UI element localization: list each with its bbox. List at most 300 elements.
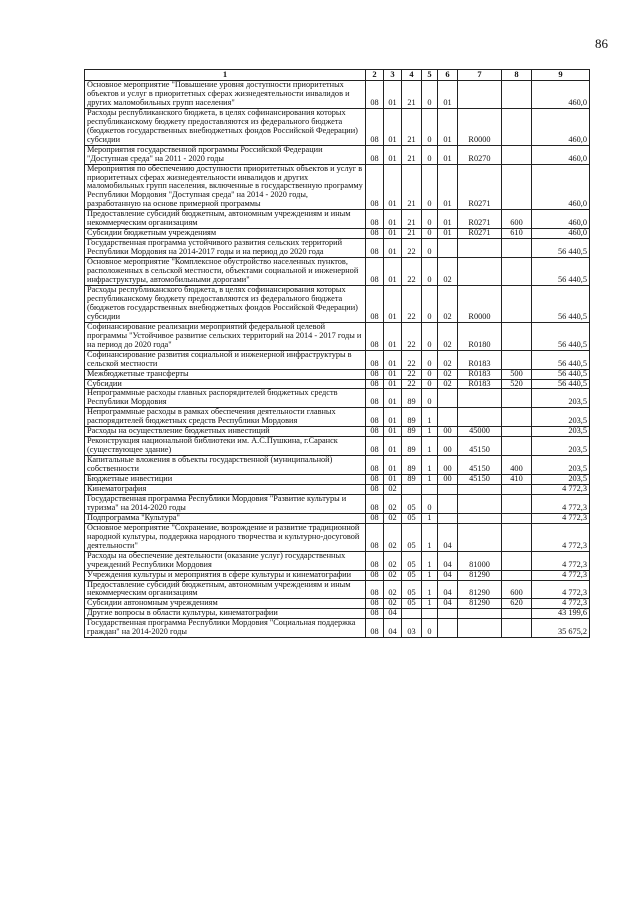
code-cell: 89 (402, 475, 422, 485)
code-cell: 04 (438, 551, 458, 570)
code-cell: 08 (366, 164, 384, 210)
code-cell: 1 (422, 551, 438, 570)
amount-cell: 460,0 (532, 81, 590, 109)
table-row (85, 437, 590, 456)
code-cell (502, 108, 532, 145)
table-body (85, 81, 590, 638)
code-cell: 05 (402, 513, 422, 523)
amount-cell: 56 440,5 (532, 258, 590, 286)
amount-cell: 203,5 (532, 408, 590, 427)
code-cell: 08 (366, 437, 384, 456)
code-cell (458, 523, 502, 551)
amount-cell: 35 675,2 (532, 619, 590, 638)
code-cell: 08 (366, 609, 384, 619)
code-cell: 01 (384, 379, 402, 389)
code-cell: 01 (438, 81, 458, 109)
code-cell (438, 513, 458, 523)
code-cell: 22 (402, 350, 422, 369)
amount-cell: 4 772,3 (532, 551, 590, 570)
code-cell: 05 (402, 580, 422, 599)
code-cell: 01 (384, 369, 402, 379)
item-name-cell: Расходы на обеспечение деятельности (оказание услуг) государственных учреждений Республики Мордовия (85, 551, 366, 570)
code-cell (502, 285, 532, 322)
code-cell (502, 258, 532, 286)
code-cell: 0 (422, 145, 438, 164)
table-row (85, 81, 590, 109)
code-cell: 08 (366, 389, 384, 408)
amount-cell: 56 440,5 (532, 239, 590, 258)
code-cell: 81290 (458, 599, 502, 609)
code-cell: 89 (402, 437, 422, 456)
code-cell: R0271 (458, 229, 502, 239)
code-cell: 02 (384, 551, 402, 570)
code-cell: 08 (366, 619, 384, 638)
item-name-cell: Предоставление субсидий бюджетным, автономным учреждениям и иным некоммерческим организациям (85, 580, 366, 599)
table-row (85, 350, 590, 369)
column-header: 6 (438, 70, 458, 81)
code-cell: 1 (422, 437, 438, 456)
column-header: 8 (502, 70, 532, 81)
code-cell: 01 (384, 437, 402, 456)
code-cell (422, 484, 438, 494)
amount-cell: 460,0 (532, 229, 590, 239)
code-cell: 01 (384, 81, 402, 109)
code-cell (458, 81, 502, 109)
code-cell: 02 (438, 350, 458, 369)
code-cell: 08 (366, 322, 384, 350)
code-cell: 620 (502, 599, 532, 609)
code-cell: 1 (422, 475, 438, 485)
column-header: 2 (366, 70, 384, 81)
code-cell: 08 (366, 379, 384, 389)
code-cell (422, 609, 438, 619)
code-cell: 01 (438, 145, 458, 164)
code-cell: 00 (438, 475, 458, 485)
code-cell: 0 (422, 210, 438, 229)
item-name-cell: Расходы на осуществление бюджетных инвестиций (85, 427, 366, 437)
code-cell (438, 619, 458, 638)
item-name-cell: Государственная программа устойчивого развития сельских территорий Республики Мордовия на 2014-2017 годы и на период до 2020 года (85, 239, 366, 258)
table-row (85, 408, 590, 427)
item-name-cell: Основное мероприятие "Комплексное обустройство населенных пунктов, расположенных в сельской местности, объектами социальной и инженерной инфраструктуры, автомобильными дорогами" (85, 258, 366, 286)
code-cell: 01 (384, 145, 402, 164)
item-name-cell: Основное мероприятие "Повышение уровня доступности приоритетных объектов и услуг в приоритетных сферах жизнедеятельности инвалидов и других маломобильных групп населения" (85, 81, 366, 109)
code-cell: 1 (422, 513, 438, 523)
amount-cell: 460,0 (532, 210, 590, 229)
code-cell: 01 (384, 164, 402, 210)
table-row (85, 619, 590, 638)
code-cell: 04 (438, 523, 458, 551)
budget-table (84, 69, 590, 638)
code-cell: 02 (384, 513, 402, 523)
table-row (85, 580, 590, 599)
code-cell: 89 (402, 427, 422, 437)
code-cell (502, 145, 532, 164)
column-header: 5 (422, 70, 438, 81)
code-cell: 22 (402, 322, 422, 350)
code-cell: 00 (438, 437, 458, 456)
table-row (85, 570, 590, 580)
table-row (85, 389, 590, 408)
code-cell: 89 (402, 389, 422, 408)
table-header-row (85, 70, 590, 81)
code-cell: 02 (438, 258, 458, 286)
code-cell (402, 484, 422, 494)
item-name-cell: Бюджетные инвестиции (85, 475, 366, 485)
table-row (85, 369, 590, 379)
code-cell: 08 (366, 427, 384, 437)
code-cell: 01 (384, 475, 402, 485)
code-cell: 08 (366, 408, 384, 427)
code-cell (458, 389, 502, 408)
code-cell: 45000 (458, 427, 502, 437)
code-cell: 00 (438, 427, 458, 437)
code-cell: 0 (422, 619, 438, 638)
code-cell: R0180 (458, 322, 502, 350)
code-cell (502, 389, 532, 408)
code-cell: 01 (438, 210, 458, 229)
item-name-cell: Мероприятия по обеспечению доступности приоритетных объектов и услуг в приоритетных сферах жизнедеятельности инвалидов и других маломобильных групп населения, включенные в государственную программу Республики Мордовия "Доступная среда" на 2014 - 2020 годы, разработанную на основе примерной программы (85, 164, 366, 210)
code-cell: 08 (366, 523, 384, 551)
code-cell: 21 (402, 145, 422, 164)
code-cell: 22 (402, 258, 422, 286)
code-cell (502, 81, 532, 109)
code-cell: 02 (384, 523, 402, 551)
amount-cell: 460,0 (532, 164, 590, 210)
column-header: 9 (532, 70, 590, 81)
code-cell: 08 (366, 551, 384, 570)
code-cell: 08 (366, 210, 384, 229)
code-cell (458, 484, 502, 494)
item-name-cell: Подпрограмма "Культура" (85, 513, 366, 523)
item-name-cell: Софинансирование реализации мероприятий федеральной целевой программы "Устойчивое развитие сельских территорий на 2014 - 2017 годы и на период до 2020 года" (85, 322, 366, 350)
amount-cell: 4 772,3 (532, 580, 590, 599)
table-row (85, 484, 590, 494)
code-cell: 0 (422, 322, 438, 350)
code-cell (438, 484, 458, 494)
code-cell: 01 (384, 258, 402, 286)
code-cell: 05 (402, 523, 422, 551)
item-name-cell: Непрограммные расходы главных распорядителей бюджетных средств Республики Мордовия (85, 389, 366, 408)
code-cell: 0 (422, 164, 438, 210)
code-cell: 600 (502, 210, 532, 229)
code-cell: 08 (366, 475, 384, 485)
table-row (85, 551, 590, 570)
table-row (85, 108, 590, 145)
column-header: 7 (458, 70, 502, 81)
code-cell: 04 (438, 580, 458, 599)
code-cell: 02 (384, 494, 402, 513)
code-cell: 0 (422, 494, 438, 513)
amount-cell: 56 440,5 (532, 350, 590, 369)
code-cell: 01 (384, 427, 402, 437)
code-cell: 1 (422, 408, 438, 427)
amount-cell: 4 772,3 (532, 494, 590, 513)
code-cell: 22 (402, 285, 422, 322)
amount-cell: 56 440,5 (532, 322, 590, 350)
code-cell: 21 (402, 81, 422, 109)
item-name-cell: Субсидии автономным учреждениям (85, 599, 366, 609)
code-cell (458, 494, 502, 513)
item-name-cell: Субсидии (85, 379, 366, 389)
table-row (85, 258, 590, 286)
table-row (85, 494, 590, 513)
page-number: 86 (595, 36, 608, 51)
item-name-cell: Государственная программа Республики Мордовия "Развитие культуры и туризма" на 2014-2020 годы (85, 494, 366, 513)
column-header: 3 (384, 70, 402, 81)
code-cell: 0 (422, 258, 438, 286)
code-cell: 01 (438, 229, 458, 239)
code-cell: 01 (438, 108, 458, 145)
table-row (85, 609, 590, 619)
item-name-cell: Мероприятия государственной программы Российской Федерации "Доступная среда" на 2011 - 2020 годы (85, 145, 366, 164)
table-row (85, 210, 590, 229)
code-cell (502, 551, 532, 570)
code-cell: 02 (384, 599, 402, 609)
code-cell: 08 (366, 369, 384, 379)
code-cell: 02 (384, 484, 402, 494)
code-cell (502, 523, 532, 551)
code-cell: 04 (384, 609, 402, 619)
code-cell: 600 (502, 580, 532, 599)
amount-cell: 203,5 (532, 427, 590, 437)
code-cell: 22 (402, 369, 422, 379)
item-name-cell: Расходы республиканского бюджета, в целях софинансирования которых республиканскому бюджету предоставляются из федерального бюджета (бюджетов государственных внебюджетных фондов Российской Федерации) субсидии (85, 285, 366, 322)
code-cell: 02 (384, 580, 402, 599)
code-cell: 1 (422, 523, 438, 551)
code-cell: 45150 (458, 456, 502, 475)
code-cell: 02 (438, 369, 458, 379)
code-cell: 22 (402, 239, 422, 258)
code-cell: 08 (366, 570, 384, 580)
code-cell: R0271 (458, 164, 502, 210)
table-row (85, 599, 590, 609)
code-cell: 1 (422, 580, 438, 599)
column-header: 4 (402, 70, 422, 81)
code-cell: 01 (438, 164, 458, 210)
code-cell: 00 (438, 456, 458, 475)
code-cell: 05 (402, 494, 422, 513)
code-cell: 45150 (458, 475, 502, 485)
code-cell: 01 (384, 408, 402, 427)
code-cell: 05 (402, 551, 422, 570)
code-cell: 0 (422, 285, 438, 322)
code-cell: 89 (402, 408, 422, 427)
column-header: 1 (85, 70, 366, 81)
code-cell (438, 389, 458, 408)
code-cell: 05 (402, 570, 422, 580)
item-name-cell: Предоставление субсидий бюджетным, автономным учреждениям и иным некоммерческим организациям (85, 210, 366, 229)
code-cell: 04 (384, 619, 402, 638)
code-cell: 08 (366, 580, 384, 599)
code-cell: 0 (422, 379, 438, 389)
code-cell (458, 619, 502, 638)
code-cell: 08 (366, 229, 384, 239)
code-cell: 500 (502, 369, 532, 379)
item-name-cell: Кинематография (85, 484, 366, 494)
code-cell: 1 (422, 456, 438, 475)
code-cell (502, 494, 532, 513)
code-cell: 21 (402, 229, 422, 239)
code-cell: 08 (366, 494, 384, 513)
table-row (85, 379, 590, 389)
code-cell: 0 (422, 108, 438, 145)
code-cell: 05 (402, 599, 422, 609)
code-cell: 04 (438, 570, 458, 580)
code-cell: 08 (366, 145, 384, 164)
code-cell (502, 164, 532, 210)
code-cell: 01 (384, 239, 402, 258)
code-cell: 0 (422, 369, 438, 379)
code-cell (458, 258, 502, 286)
code-cell: 02 (438, 379, 458, 389)
table-row (85, 229, 590, 239)
code-cell: 08 (366, 239, 384, 258)
code-cell: 410 (502, 475, 532, 485)
code-cell: 45150 (458, 437, 502, 456)
code-cell: 08 (366, 285, 384, 322)
item-name-cell: Государственная программа Республики Мордовия "Социальная поддержка граждан" на 2014-2020 годы (85, 619, 366, 638)
code-cell: 02 (384, 570, 402, 580)
code-cell: 0 (422, 389, 438, 408)
code-cell (458, 408, 502, 427)
code-cell: 610 (502, 229, 532, 239)
item-name-cell: Межбюджетные трансферты (85, 369, 366, 379)
code-cell: 08 (366, 456, 384, 475)
item-name-cell: Капитальные вложения в объекты государственной (муниципальной) собственности (85, 456, 366, 475)
code-cell: R0000 (458, 108, 502, 145)
code-cell: R0183 (458, 379, 502, 389)
code-cell: 81290 (458, 570, 502, 580)
item-name-cell: Непрограммные расходы в рамках обеспечения деятельности главных распорядителей бюджетных средств Республики Мордовия (85, 408, 366, 427)
table-row (85, 427, 590, 437)
code-cell: 01 (384, 108, 402, 145)
code-cell: 01 (384, 456, 402, 475)
code-cell (502, 408, 532, 427)
code-cell (458, 609, 502, 619)
amount-cell: 4 772,3 (532, 570, 590, 580)
code-cell: 01 (384, 229, 402, 239)
amount-cell: 203,5 (532, 437, 590, 456)
item-name-cell: Субсидии бюджетным учреждениям (85, 229, 366, 239)
item-name-cell: Расходы республиканского бюджета, в целях софинансирования которых республиканскому бюджету предоставляются из федерального бюджета (бюджетов государственных внебюджетных фондов Российской Федерации) субсидии (85, 108, 366, 145)
code-cell (502, 427, 532, 437)
code-cell (502, 619, 532, 638)
code-cell: 01 (384, 322, 402, 350)
amount-cell: 56 440,5 (532, 369, 590, 379)
code-cell: 1 (422, 427, 438, 437)
code-cell: 08 (366, 258, 384, 286)
code-cell: 520 (502, 379, 532, 389)
code-cell: 03 (402, 619, 422, 638)
code-cell: 08 (366, 81, 384, 109)
table-row (85, 513, 590, 523)
code-cell: 0 (422, 229, 438, 239)
code-cell: 81000 (458, 551, 502, 570)
table-row (85, 285, 590, 322)
code-cell (438, 408, 458, 427)
code-cell (438, 494, 458, 513)
code-cell: 01 (384, 350, 402, 369)
item-name-cell: Реконструкция национальной библиотеки им. А.С.Пушкина, г.Саранск (существующее здание) (85, 437, 366, 456)
code-cell: 01 (384, 389, 402, 408)
item-name-cell: Учреждения культуры и мероприятия в сфере культуры и кинематографии (85, 570, 366, 580)
code-cell: 01 (384, 285, 402, 322)
code-cell (458, 239, 502, 258)
code-cell: 400 (502, 456, 532, 475)
item-name-cell: Другие вопросы в области культуры, кинематографии (85, 609, 366, 619)
code-cell: 1 (422, 599, 438, 609)
code-cell (502, 513, 532, 523)
code-cell (502, 322, 532, 350)
code-cell (502, 484, 532, 494)
code-cell (502, 437, 532, 456)
code-cell: 1 (422, 570, 438, 580)
code-cell: 21 (402, 164, 422, 210)
amount-cell: 4 772,3 (532, 523, 590, 551)
amount-cell: 203,5 (532, 456, 590, 475)
amount-cell: 4 772,3 (532, 484, 590, 494)
code-cell: 08 (366, 350, 384, 369)
code-cell: R0000 (458, 285, 502, 322)
table-row (85, 164, 590, 210)
code-cell: 08 (366, 108, 384, 145)
code-cell: 08 (366, 484, 384, 494)
code-cell: 04 (438, 599, 458, 609)
amount-cell: 460,0 (532, 145, 590, 164)
code-cell (438, 609, 458, 619)
code-cell: R0271 (458, 210, 502, 229)
code-cell: 02 (438, 322, 458, 350)
amount-cell: 43 199,6 (532, 609, 590, 619)
code-cell: 21 (402, 210, 422, 229)
table-row (85, 523, 590, 551)
table-row (85, 239, 590, 258)
code-cell: 01 (384, 210, 402, 229)
amount-cell: 203,5 (532, 475, 590, 485)
amount-cell: 203,5 (532, 389, 590, 408)
code-cell: R0270 (458, 145, 502, 164)
item-name-cell: Основное мероприятие "Сохранение, возрождение и развитие традиционной народной культуры, поддержка народного творчества и культурно-досуговой деятельности" (85, 523, 366, 551)
code-cell: 81290 (458, 580, 502, 599)
code-cell (458, 513, 502, 523)
code-cell: 08 (366, 599, 384, 609)
amount-cell: 56 440,5 (532, 379, 590, 389)
code-cell: 08 (366, 513, 384, 523)
code-cell: 89 (402, 456, 422, 475)
table-row (85, 456, 590, 475)
code-cell: R0183 (458, 350, 502, 369)
amount-cell: 460,0 (532, 108, 590, 145)
code-cell (502, 350, 532, 369)
code-cell (502, 609, 532, 619)
item-name-cell: Софинансирование развития социальной и инженерной инфраструктуры в сельской местности (85, 350, 366, 369)
code-cell (438, 239, 458, 258)
code-cell (502, 570, 532, 580)
code-cell: R0183 (458, 369, 502, 379)
amount-cell: 56 440,5 (532, 285, 590, 322)
code-cell (402, 609, 422, 619)
code-cell: 21 (402, 108, 422, 145)
table-row (85, 475, 590, 485)
code-cell: 0 (422, 239, 438, 258)
amount-cell: 4 772,3 (532, 599, 590, 609)
amount-cell: 4 772,3 (532, 513, 590, 523)
code-cell: 0 (422, 350, 438, 369)
code-cell: 22 (402, 379, 422, 389)
table-row (85, 145, 590, 164)
code-cell (502, 239, 532, 258)
